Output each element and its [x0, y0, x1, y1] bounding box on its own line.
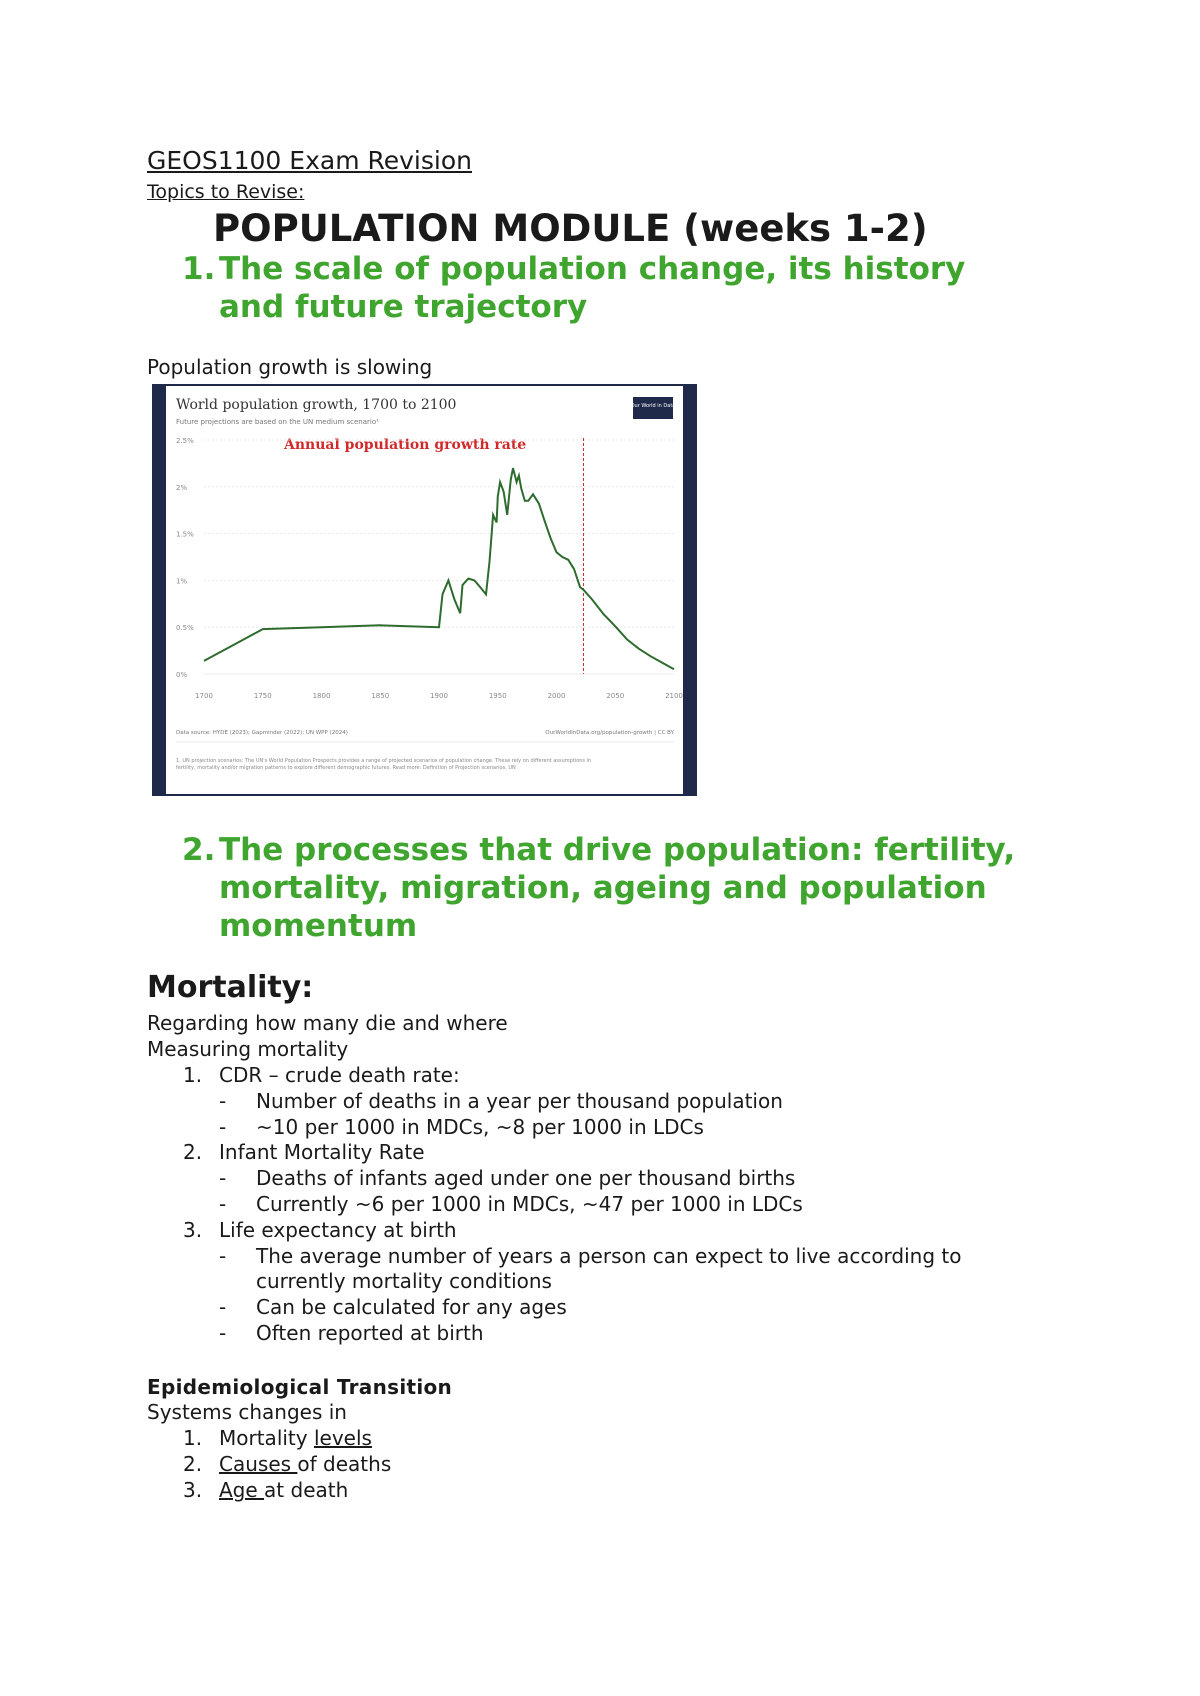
section2-line1: The processes that drive population: fertility,	[219, 832, 1016, 868]
mortality-bullet: Number of deaths in a year per thousand population	[256, 1089, 783, 1113]
section1-line1: The scale of population change, its history	[219, 251, 966, 287]
bullet-dash: -	[219, 1244, 227, 1268]
population-growth-chart	[152, 384, 697, 796]
chart-x-ticks	[195, 692, 683, 700]
epi-item-text	[219, 1452, 391, 1476]
epi-item-number: 3.	[183, 1478, 203, 1502]
mortality-bullet: Can be calculated for any ages	[256, 1295, 567, 1319]
epi-item-underlined: levels	[313, 1426, 372, 1450]
section2-line2: mortality, migration, ageing and population	[219, 870, 987, 906]
mortality-bullet-continued: currently mortality conditions	[256, 1269, 552, 1293]
bullet-dash: -	[219, 1115, 227, 1139]
y-tick-label: 2%	[176, 483, 188, 492]
section2-number: 2.	[182, 832, 216, 868]
y-tick-label: 1%	[176, 577, 188, 586]
mortality-item-number: 2.	[183, 1140, 203, 1164]
epi-item-underlined: Age	[219, 1478, 265, 1502]
epi-item-number: 2.	[183, 1452, 203, 1476]
bullet-dash: -	[219, 1192, 227, 1216]
chart-title: World population growth, 1700 to 2100	[176, 397, 457, 413]
mortality-bullet: The average number of years a person can expect to live according to	[256, 1244, 962, 1268]
chart-subtitle: Future projections are based on the UN medium scenario¹	[176, 418, 379, 426]
epi-item-post: of deaths	[297, 1452, 392, 1476]
epi-item-underlined: Causes	[219, 1452, 298, 1476]
section1-line2: and future trajectory	[219, 289, 588, 325]
mortality-heading: Mortality:	[147, 970, 314, 1005]
x-tick-label: 1800	[312, 692, 331, 700]
y-tick-label: 0%	[176, 671, 188, 679]
mortality-bullet: Deaths of infants aged under one per thousand births	[256, 1166, 796, 1190]
epidemiological-intro: Systems changes in	[147, 1400, 347, 1424]
mortality-item-label: Infant Mortality Rate	[219, 1140, 425, 1164]
mortality-item-number: 1.	[183, 1063, 203, 1087]
x-tick-label: 1750	[253, 692, 272, 700]
y-tick-label: 2.5%	[176, 437, 194, 445]
x-tick-label: 2100	[665, 692, 683, 700]
y-tick-label: 0.5%	[176, 624, 194, 633]
owid-logo-text: Our World in Data	[630, 403, 676, 409]
mortality-line2: Measuring mortality	[147, 1037, 349, 1061]
chart-svg	[152, 384, 697, 796]
doc-subtitle: Topics to Revise:	[147, 181, 305, 203]
bullet-dash: -	[219, 1321, 227, 1345]
x-tick-label: 1850	[371, 692, 390, 700]
epi-item-text	[219, 1426, 372, 1450]
epidemiological-heading: Epidemiological Transition	[147, 1375, 453, 1399]
x-tick-label: 2050	[606, 692, 625, 700]
doc-title: GEOS1100 Exam Revision	[147, 146, 472, 175]
x-tick-label: 2000	[547, 692, 566, 700]
mortality-bullet: ~10 per 1000 in MDCs, ~8 per 1000 in LDCs	[256, 1115, 704, 1139]
bullet-dash: -	[219, 1295, 227, 1319]
x-tick-label: 1700	[195, 692, 213, 700]
mortality-item-label: CDR – crude death rate:	[219, 1063, 460, 1087]
mortality-line1: Regarding how many die and where	[147, 1011, 508, 1035]
module-title: POPULATION MODULE (weeks 1-2)	[213, 207, 928, 250]
x-tick-label: 1950	[488, 692, 507, 700]
y-tick-label: 1.5%	[176, 530, 194, 539]
mortality-bullet: Currently ~6 per 1000 in MDCs, ~47 per 1000 in LDCs	[256, 1192, 803, 1216]
mortality-item-label: Life expectancy at birth	[219, 1218, 457, 1242]
section2-line3: momentum	[219, 908, 418, 944]
section1-caption: Population growth is slowing	[147, 355, 433, 379]
bullet-dash: -	[219, 1089, 227, 1113]
section1-number: 1.	[182, 251, 216, 287]
chart-note: 1. UN projection scenarios: The UN's World Population Prospects provides a range of projected scenarios of population change. These rely on different assumptions in fertility, mortality and/or migration patterns to explore different demographic futures. Read more: Definition of Projection scenarios, UN	[176, 758, 592, 771]
mortality-bullet: Often reported at birth	[256, 1321, 484, 1345]
chart-credit: OurWorldInData.org/population-growth | CC BY	[545, 730, 674, 736]
chart-note-box	[176, 758, 596, 786]
x-tick-label: 1900	[430, 692, 448, 700]
chart-source: Data source: HYDE (2023); Gapminder (2022); UN WPP (2024)	[176, 730, 348, 736]
epi-item-text	[219, 1478, 348, 1502]
mortality-item-number: 3.	[183, 1218, 203, 1242]
bullet-dash: -	[219, 1166, 227, 1190]
epi-item-number: 1.	[183, 1426, 203, 1450]
epi-item-post: at death	[264, 1478, 349, 1502]
chart-annotation: Annual population growth rate	[284, 437, 527, 453]
epi-item-pre: Mortality	[219, 1426, 314, 1450]
